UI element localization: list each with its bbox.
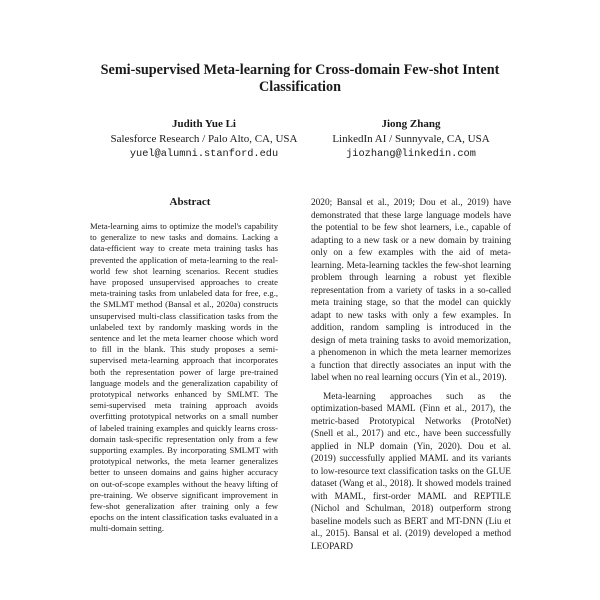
paper-title: Semi-supervised Meta-learning for Cross-domain Few-shot Intent Classification [100,62,500,95]
abstract-body [90,221,278,535]
author-2-email: jiozhang@linkedin.com [346,148,476,160]
author-2-affiliation: LinkedIn AI / Sunnyvale, CA, USA [332,133,490,145]
author-1-email: yuel@alumni.stanford.edu [129,148,279,160]
author-2-name: Jiong Zhang [381,118,441,130]
body-paragraph-2: Meta-learning approaches such as the optimization-based MAML (Finn et al., 2017), the metric-based Prototypical Networks (ProtoNet) (Snell et al., 2017) and etc., have been successfully applied in NLP domain (Yin, 2020). Dou et al. (2019) successfully applied MAML and its variants to low-resource text classification tasks on the GLUE dataset (Wang et al., 2018). It showed models trained with MAML, first-order MAML and REPTILE (Nichol and Schulman, 2018) outperform strong baseline models such as BERT and MT-DNN (Liu et al., 2015). Bansal et al. (2019) developed a method LEOPARD [311,391,511,552]
abstract-text: Meta-learning aims to optimize the model's capability to generalize to new tasks and domains. Lacking a data-efficient way to create meta training tasks has prevented the application of meta-learning to the real-world few shot learning scenarios. Recent studies have proposed unsupervised approaches to create meta-training tasks from unlabeled data for free, e.g., the SMLMT method (Bansal et al., 2020a) constructs unsupervised multi-class classification tasks from the unlabeled text by randomly masking words in the sentence and let the meta learner choose which word to fill in the blank. This study proposes a semi-supervised meta-learning approach that incorporates both the representation power of large pre-trained language models and the generalization capability of prototypical networks enhanced by SMLMT. The semi-supervised meta training approach avoids overfitting prototypical networks on a small number of labeled training examples and quickly learns cross-domain task-specific representation only from a few supporting examples. By incorporating SMLMT with prototypical networks, the meta learner generalizes better to unseen domains and gains higher accuracy on out-of-scope examples without the heavy lifting of pre-training. We observe significant improvement in few-shot generalization after training only a few epochs on the intent classification tasks evaluated in a multi-domain setting. [90,221,278,534]
author-1-name: Judith Yue Li [172,118,236,130]
body-paragraph-1: 2020; Bansal et al., 2019; Dou et al., 2019) have demonstrated that these large language models have the potential to be few shot learners, i.e., capable of adapting to a new task or a new domain by training only on a few examples with the aid of meta-learning. Meta-learning tackles the few-shot learning problem through learning a robust yet flexible representation from a variety of tasks in a so-called meta training stage, so that the model can quickly adapt to new tasks with only a few examples. In addition, random sampling is introduced in the design of meta training tasks to avoid memorization, a phenomenon in which the meta learner memorizes a function that directly associates an input with the label when no real learning occurs (Yin et al., 2019). [311,198,511,383]
right-column [311,197,511,553]
abstract-heading: Abstract [169,196,211,208]
author-1 [92,117,316,162]
author-1-affiliation: Salesforce Research / Palo Alto, CA, USA [110,133,298,145]
author-2 [306,117,516,162]
